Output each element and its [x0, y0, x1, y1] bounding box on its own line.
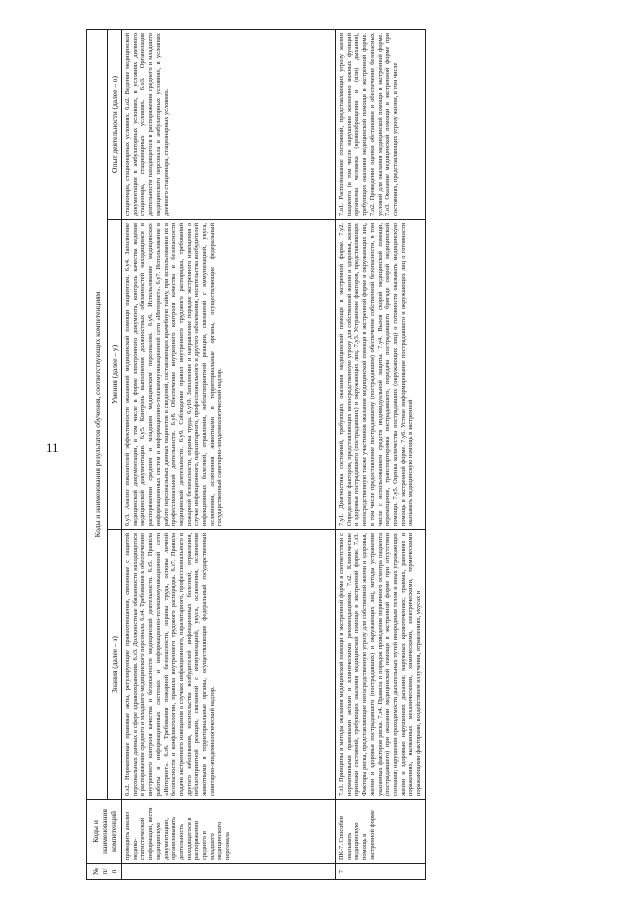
skills-cell: 6.у3. Анализ показателей эффективности оказанной медицинской помощи пациентам. 6.у4. Заполнение медицинской документации, в том числе в форме электронного документа, контроль качества ведения медицинской документации. 6.у5. Контроль выполнения должностных обязанностей находящимся в распоряжении средним и младшим медицинским персоналом. 6.у6. Использование медицинских информационных систем и информационно-телекоммуникационной сети «Интернет». 6.у7. Использование в работе персональных данных пациентов и сведений, составляющих врачебную тайну, при использовании их в профессиональной деятельности. 6.у8. Обеспечение внутреннего контроля качества и безопасности медицинской деятельности. 6.у9. Соблюдение правил внутреннего трудового распорядка, требований пожарной безопасности, охраны труда. 6.у10. Заполнение и направление порядке экстренного извещения о случае инфекционного, паразитарного, профессионального и другого заболевания, носительства возбудителей инфекционных болезней, отравления, неблагоприятной реакции, связанной с иммунизацией, укуса, ослюнения, ослюнения животными в территориальные органы, осуществляющие федеральный государственный санитарно-эпидемиологический надзор. — [122, 220, 336, 530]
competence-table — [86, 29, 426, 880]
table-row — [122, 30, 336, 880]
header-skills: Умения (далее – у) — [108, 220, 122, 530]
header-competence: Коды и наименования компетенций — [87, 800, 122, 864]
competence-cell: проводить анализ медико-статистической информации, вести медицинскую документацию, организовывать деятельность находящегося в распоряжении среднего и младшего медицинского персонала — [122, 800, 336, 864]
header-results-group: Коды и наименования результатов обучения, соответствующих компетенциям — [87, 30, 108, 800]
header-knowledge: Знания (далее – з) — [108, 530, 122, 800]
header-num: № п/п — [87, 864, 122, 880]
experience-cell: стационара, стационарных условиях. 6.о2. Ведение медицинской документации в амбулаторных условиях, в условиях дневного стационара, стационарных условиях. 6.о3. Организация деятельности находящегося в распоряжении среднего и младшего медицинского персонала в амбулаторных условиях, в условиях дневного стационара, стационарных условиях. — [122, 30, 336, 220]
knowledge-cell: 6.з2. Нормативные правовые акты, регулирующие правоотношения, связанные с защитой персональных данных в сфере здравоохранения. 6.з3. Должностные обязанности находящегося в распоряжении среднего и младшего медицинского персонала. 6.з4. Требования к обеспечению внутреннего контроля качества и безопасности медицинской деятельности. 6.з5. Правила работы в информационных системах и информационно-телекоммуникационной сети «Интернет». 6.з6. Требования пожарной безопасности, охраны труда, основы личной безопасности и конфликтологии, правила внутреннего трудового распорядка. 6.з7. Правила подачи экстренного извещения о случаях инфекционного, паразитарного, профессионального и другого заболевания, носительства возбудителей инфекционных болезней, отравления, неблагоприятной реакции, связанной с иммунизацией, укуса, ослюнения, ослюнения животными в территориальные органы, осуществляющие федеральный государственный санитарно-эпидемиологический надзор. — [122, 530, 336, 800]
row-number — [122, 864, 336, 880]
knowledge-cell: 7.з1. Принципы и методы оказания медицинской помощи в экстренной форме в соответствии с нормативными правовыми актами и клиническими рекомендациями. 7.з2. Клинические признаки состояний, требующих оказания медицинской помощи в экстренной форме. 7.з3. Факторы риска, представляющие непосредственную угрозу для собственной жизни и здоровья, жизни и здоровья пострадавшего (пострадавших) и окружающих лиц, методы устранения указанных факторов риска. 7.з4. Правила и порядок проведения первичного осмотра пациента (пострадавшего) при оказании медицинской помощи в экстренной форме при отсутствии сознания; нарушении проходимости дыхательных путей инородным телом и иных угрожающих жизни и здоровью нарушениях дыхания; наружных кровотечениях; травмах, ранениях и поражениях, вызванных механическими, химическими, электрическими, термическими поражающими факторами, воздействием излучения, отравлениях, укусах и — [336, 530, 426, 800]
competence-cell: ПК-7. Способен оказывать медицинскую помощь в экстренной форме — [336, 800, 426, 864]
rotated-table-wrapper — [86, 30, 610, 880]
skills-cell: 7.у1. Диагностика состояний, требующих оказания медицинской помощи в экстренной форме. 7.у2. Определение факторов, представляющих непосредственную угрозу для собственной жизни и здоровья, жизни и здоровья пострадавшего (пострадавших) и окружающих лиц. 7.у3. Устранение факторов, представляющих непосредственную также участников оказания медицинской помощи в экстренной форме и окружающих лиц, в том числе предоставление пострадавшему (пострадавшим) обеспечение собственной безопасности, в том числе с использованием средств индивидуальной защиты. 7.у4. Вызов скорой медицинской помощи, перемещение, транспортировка пострадавшего, передача пострадавшего бригаде скорой медицинской помощи. 7.у5. Оценка количества пострадавших (окружающих лиц) о готовности оказывать медицинскую помощь в экстренной форме. 7.у6. Устное информирование пострадавшего и окружающих лиц о готовности оказывать медицинскую помощь в экстренной — [336, 220, 426, 530]
page-number: 11 — [46, 440, 59, 455]
row-number: 7 — [336, 864, 426, 880]
table-row — [336, 30, 426, 880]
header-experience: Опыт деятельности (далее – о) — [108, 30, 122, 220]
experience-cell: 7.о1. Распознавание состояний, представляющих угрозу жизни пациента (в том числе нарушение жизненно важных функций организма человека (кровообращения и (или) дыхания), требующих оказания медицинской помощи в экстренной форме. 7.о2. Проведение оценки обстановки и обеспечение безопасных условий для оказания медицинской помощи в экстренной форме. 7.о3. Оказание медицинской помощи в экстренной форме при состояниях, представляющих угрозу жизни, в том числе — [336, 30, 426, 220]
